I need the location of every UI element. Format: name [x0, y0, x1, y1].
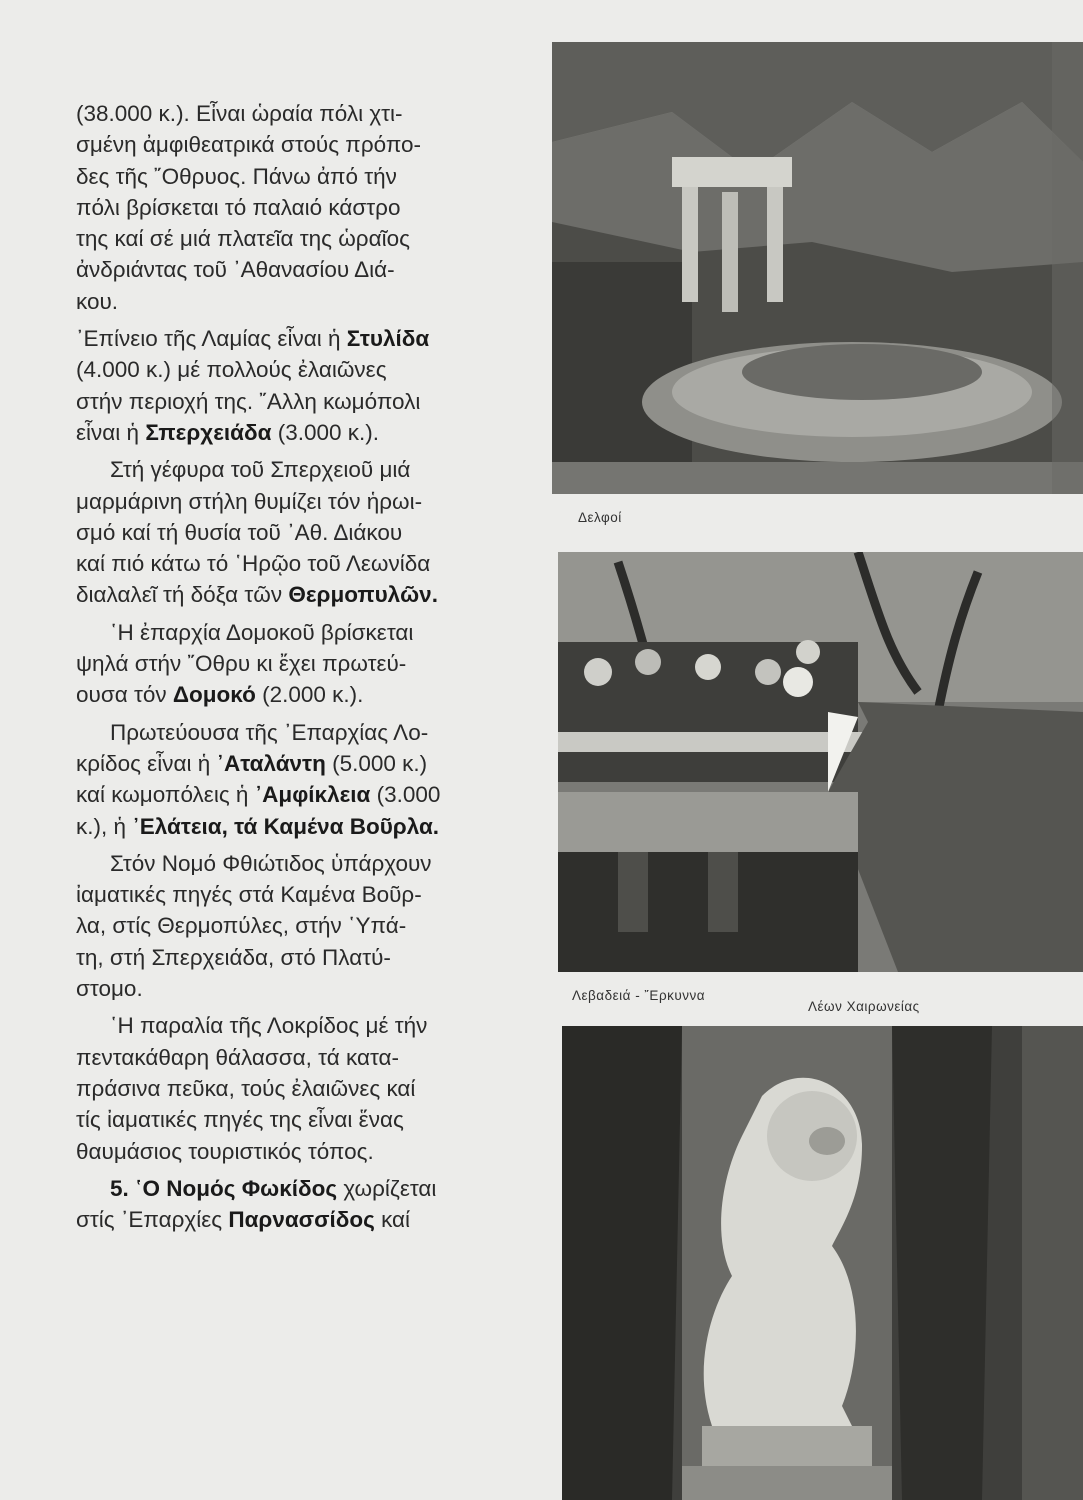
bold-term: ᾿Αμφίκλεια: [254, 782, 371, 808]
bold-term: Θερμοπυλῶν.: [288, 582, 438, 608]
text-line: [76, 679, 518, 710]
text-line: [76, 98, 518, 129]
text-run: δες τῆς ῎Οθρυος. Πάνω ἀπό τήν: [76, 163, 397, 189]
text-line: [76, 617, 518, 648]
text-line: [76, 223, 518, 254]
text-run: (38.000 κ.). Εἶναι ὡραία πόλι χτι-: [76, 101, 403, 126]
caption-levadeia: Λεβαδειά - ῎Ερκυννα: [572, 988, 706, 1003]
text-line: [76, 386, 518, 417]
text-run: κ.), ἡ: [76, 813, 133, 839]
text-run: ἰαματικές πηγές στά Καμένα Βοῦρ-: [76, 882, 422, 908]
text-line: [76, 1073, 518, 1104]
text-run: πόλι βρίσκεται τό παλαιό κάστρο: [76, 194, 401, 220]
text-run: σμένη ἀμφιθεατρικά στούς πρόπο-: [76, 132, 422, 158]
chaeronea-lion-photo: [562, 1026, 1083, 1500]
text-line: [76, 748, 518, 779]
paragraph: [76, 717, 518, 842]
text-run: τη, στή Σπερχειάδα, στό Πλατύ-: [76, 944, 391, 970]
text-line: [76, 323, 518, 354]
text-line: [76, 811, 518, 842]
text-line: [76, 354, 518, 385]
text-run: ψηλά στήν ῎Οθρυ κι ἔχει πρωτεύ-: [76, 651, 407, 677]
paragraph: [76, 617, 518, 711]
bold-term: Σπερχειάδα: [145, 419, 272, 445]
text-line: [76, 717, 518, 748]
text-run: Στή γέφυρα τοῦ Σπερχειοῦ μιά: [110, 457, 411, 483]
caption-chaeronea: Λέων Χαιρωνείας: [808, 999, 920, 1014]
paragraph: [76, 98, 518, 317]
text-run: Στόν Νομό Φθιώτιδος ὑπάρχουν: [110, 850, 432, 876]
paragraph: [76, 848, 518, 1004]
paragraph: [76, 1173, 518, 1236]
text-run: Πρωτεύουσα τῆς ᾿Επαρχίας Λο-: [110, 719, 429, 745]
text-line: [76, 848, 518, 879]
text-run: στομο.: [76, 976, 143, 1002]
text-run: ῾Η παραλία τῆς Λοκρίδος μέ τήν: [110, 1013, 428, 1039]
text-run: ουσα τόν: [76, 682, 173, 708]
text-run: χωρίζεται: [337, 1175, 437, 1201]
text-line: [76, 1104, 518, 1135]
text-line: [76, 192, 518, 223]
text-line: [76, 417, 518, 448]
text-line: [76, 1010, 518, 1041]
text-run: (3.000 κ.).: [271, 419, 379, 445]
text-line: [76, 286, 518, 317]
text-line: [76, 1204, 518, 1235]
text-run: τίς ἰαματικές πηγές της εἶναι ἕνας: [76, 1107, 404, 1133]
text-run: πράσινα πεῦκα, τούς ἐλαιῶνες καί: [76, 1075, 416, 1101]
text-line: [76, 942, 518, 973]
text-run: ἀνδριάντας τοῦ ᾿Αθανασίου Διά-: [76, 257, 395, 283]
text-run: (3.000: [370, 782, 441, 808]
text-line: [76, 910, 518, 941]
text-line: [76, 879, 518, 910]
text-line: [76, 579, 518, 610]
text-run: (2.000 κ.).: [255, 682, 364, 708]
text-run: πεντακάθαρη θάλασσα, τά κατα-: [76, 1044, 400, 1070]
paragraph: [76, 1010, 518, 1166]
caption-delphi: Δελφοί: [578, 510, 622, 525]
text-line: [76, 254, 518, 285]
text-run: κρίδος εἶναι ἡ: [76, 750, 217, 776]
text-run: θαυμάσιος τουριστικός τόπος.: [76, 1138, 374, 1164]
text-run: κου.: [76, 288, 119, 314]
text-line: [76, 161, 518, 192]
text-line: [76, 648, 518, 679]
bold-term: Δομοκό: [172, 682, 256, 708]
text-run: μαρμάρινη στήλη θυμίζει τόν ἡρωι-: [76, 488, 423, 514]
bold-term: ᾿Αταλάντη: [216, 750, 326, 776]
paragraph: [76, 454, 518, 610]
text-run: σμό καί τή θυσία τοῦ ᾿Αθ. Διάκου: [76, 519, 403, 545]
bold-term: Παρνασσίδος: [228, 1207, 375, 1233]
bold-term: ᾿Ελάτεια, τά Καμένα Βοῦρλα.: [132, 813, 440, 839]
paragraph: [76, 323, 518, 448]
text-run: στίς ᾿Επαρχίες: [76, 1207, 229, 1233]
delphi-photo: [552, 42, 1083, 494]
text-run: καί: [374, 1207, 411, 1233]
text-run: της καί σέ μιά πλατεῖα της ὡραῖος: [76, 226, 410, 252]
levadeia-photo: [558, 552, 1083, 972]
text-run: διαλαλεῖ τή δόξα τῶν: [76, 582, 289, 608]
text-run: λα, στίς Θερμοπύλες, στήν ῾Υπά-: [76, 913, 407, 939]
text-run: εἶναι ἡ: [76, 419, 146, 445]
text-run: καί πιό κάτω τό ῾Ηρῷο τοῦ Λεωνίδα: [76, 551, 431, 577]
text-run: (5.000 κ.): [325, 750, 428, 776]
text-run: καί κωμοπόλεις ἡ: [76, 782, 255, 808]
text-line: [76, 129, 518, 160]
text-run: στήν περιοχή της. ῎Αλλη κωμόπολι: [76, 388, 421, 414]
text-line: [76, 779, 518, 810]
text-run: ᾿Επίνειο τῆς Λαμίας εἶναι ἡ: [76, 326, 347, 352]
text-line: [76, 517, 518, 548]
text-run: ῾Η ἐπαρχία Δομοκοῦ βρίσκεται: [110, 619, 414, 645]
text-line: [76, 1042, 518, 1073]
text-run: (4.000 κ.) μέ πολλούς ἐλαιῶνες: [76, 357, 387, 383]
text-line: [76, 454, 518, 485]
text-line: [76, 1136, 518, 1167]
bold-term: Στυλίδα: [346, 326, 430, 352]
text-line: [76, 1173, 518, 1204]
bold-term: 5. ῾Ο Νομός Φωκίδος: [110, 1175, 338, 1201]
text-line: [76, 486, 518, 517]
body-text: [76, 98, 518, 1235]
text-line: [76, 548, 518, 579]
text-line: [76, 973, 518, 1004]
